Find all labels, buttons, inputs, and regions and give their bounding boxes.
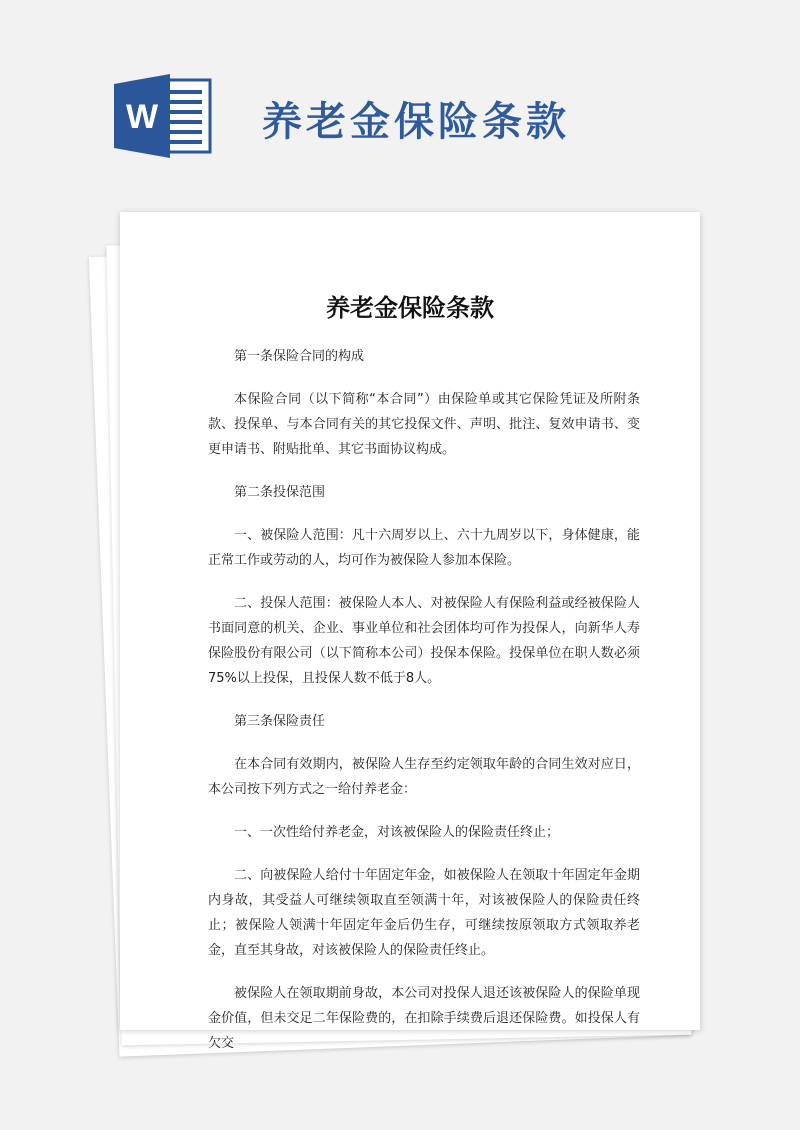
paragraph: 一、被保险人范围：凡十六周岁以上、六十九周岁以下，身体健康，能正常工作或劳动的人，均可作为被保险人参加本保险。 [208,528,640,568]
paragraph: 在本合同有效期内，被保险人生存至约定领取年龄的合同生效对应日，本公司按下列方式之一给付养老金： [208,757,640,797]
word-document-icon [112,74,216,158]
paragraph: 二、向被保险人给付十年固定年金，如被保险人在领取十年固定年金期内身故，其受益人可继续领取直至领满十年，对该被保险人的保险责任终止；被保险人领满十年固定年金后仍生存，可继续按原领取方式领取养老金，直至其身故，对该被保险人的保险责任终止。 [208,868,640,958]
section-heading: 第三条保险责任 [234,714,326,729]
paragraph: 被保险人在领取期前身故，本公司对投保人退还该被保险人的保险单现金价值，但未交足二年保险费的，在扣除手续费后退还保险费。如投保人有欠交 [208,986,640,1051]
header-banner [0,0,800,190]
paragraph: 本保险合同（以下简称“本合同”）由保险单或其它保险凭证及所附条款、投保单、与本合同有关的其它投保文件、声明、批注、复效申请书、变更申请书、附贴批单、其它书面协议构成。 [208,392,640,457]
section-heading: 第二条投保范围 [234,485,326,500]
paragraph: 一、一次性给付养老金，对该被保险人的保险责任终止； [234,825,560,840]
document-body [208,344,640,1074]
section-heading: 第一条保险合同的构成 [234,349,365,364]
document-title: 养老金保险条款 [326,294,494,322]
document-page [120,212,700,1051]
svg-text:W: W [125,98,159,136]
header-title: 养老金保险条款 [262,99,570,145]
paragraph: 二、投保人范围：被保险人本人、对被保险人有保险利益或经被保险人书面同意的机关、企业、事业单位和社会团体均可作为投保人，向新华人寿保险股份有限公司（以下简称本公司）投保本保险。投保单位在职人数必须75%以上投保，且投保人数不低于8人。 [208,596,640,686]
